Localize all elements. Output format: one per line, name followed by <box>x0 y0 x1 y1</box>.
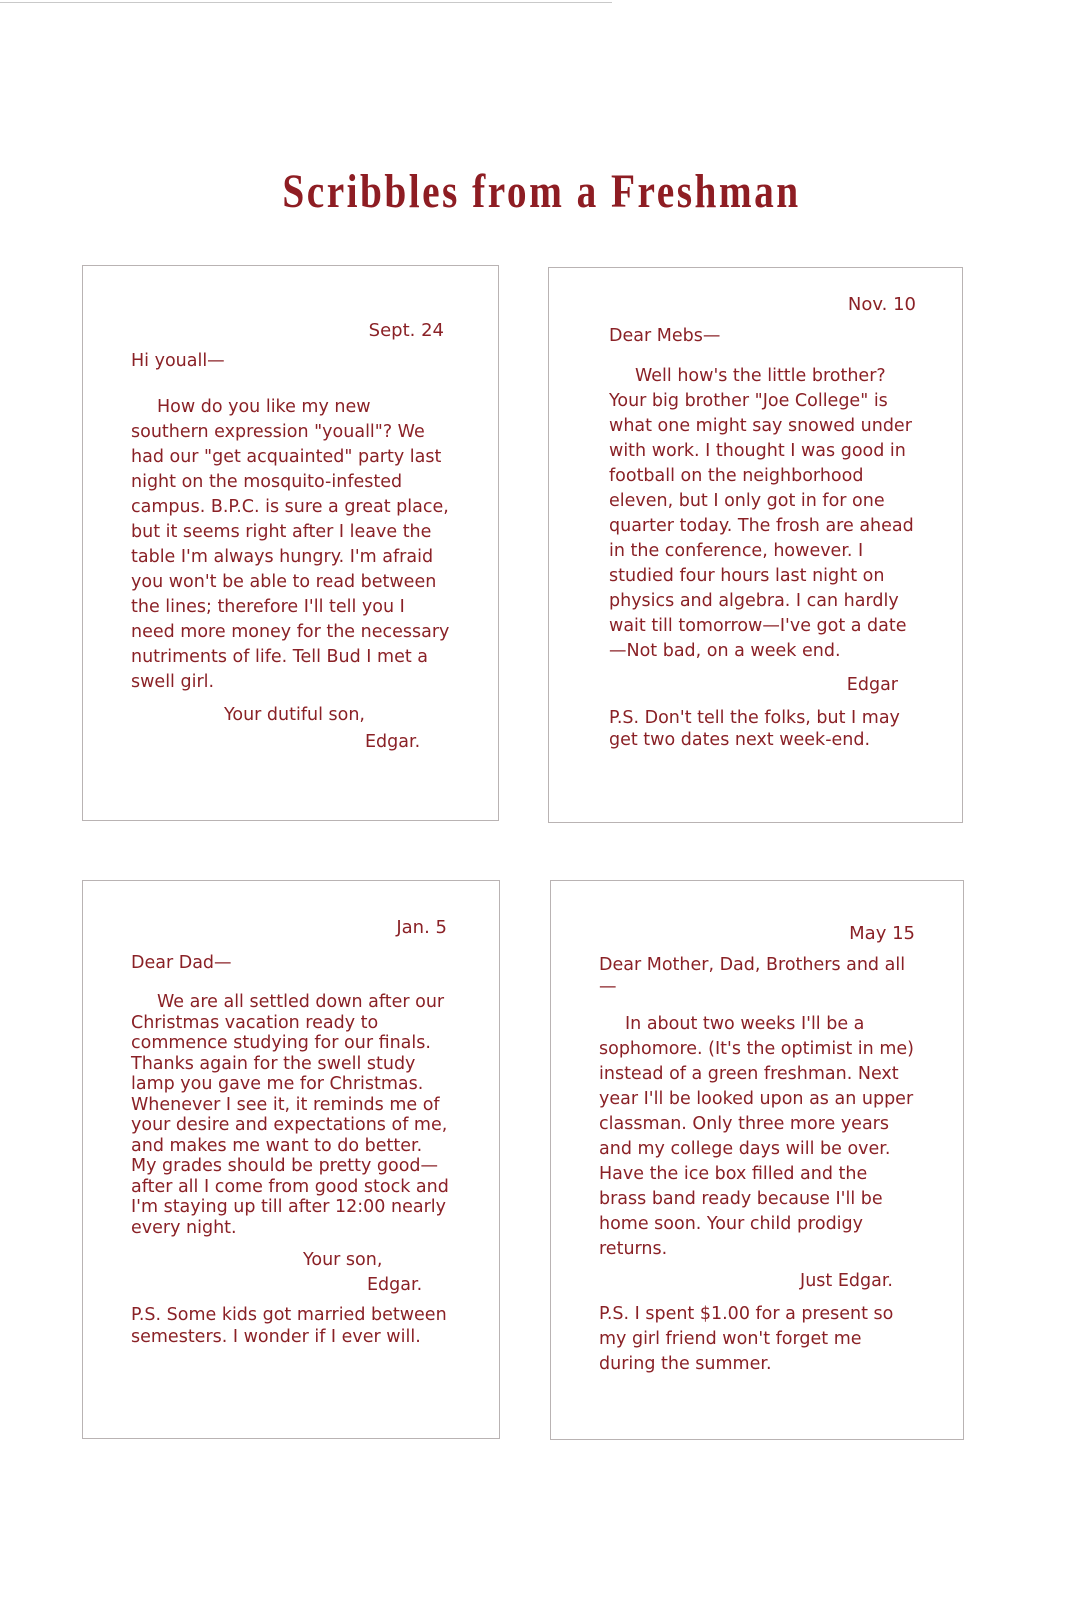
letter-body: We are all settled down after our Christmas vacation ready to commence studying for our finals. Thanks again for the swell study lamp you gave me for Christmas. Whenever I see it, it reminds me of your desire and expectations of me, and makes me want to do better. My grades should be pretty good—after all I come from good stock and I'm staying up till after 12:00 nearly every night. <box>131 992 449 1238</box>
letter-salutation: Hi youall— <box>131 351 225 371</box>
letter-postscript: P.S. I spent $1.00 for a present so my girl friend won't forget me during the summer. <box>599 1304 894 1374</box>
letter-postscript: P.S. Some kids got married between semesters. I wonder if I ever will. <box>131 1305 447 1347</box>
letter-may-15 <box>550 880 964 1440</box>
letter-closing: Your son, <box>303 1250 383 1270</box>
page-title: Scribbles from a Freshman <box>282 165 801 218</box>
letter-date: May 15 <box>849 923 915 944</box>
letter-body: Well how's the little brother? Your big brother "Joe College" is what one might say snowed under with work. I thought I was good in football on the neighborhood eleven, but I only got in for one quarter today. The frosh are ahead in the conference, however. I studied four hours last night on physics and algebra. I can hardly wait till tomorrow—I've got a date—Not bad, on a week end. <box>609 366 914 661</box>
letter-body: In about two weeks I'll be a sophomore. (It's the optimist in me) instead of a green freshman. Next year I'll be looked upon as an upper classman. Only three more years and my college days will be over. Have the ice box filled and the brass band ready because I'll be home soon. Your child prodigy returns. <box>599 1014 914 1259</box>
letter-sept-24 <box>82 265 499 821</box>
letter-date: Jan. 5 <box>396 917 447 938</box>
letter-closing: Your dutiful son, <box>224 705 365 725</box>
letter-body: How do you like my new southern expression "youall"? We had our "get acquainted" party last night on the mosquito-infested campus. B.P.C. is sure a great place, but it seems right after I leave the table I'm always hungry. I'm afraid you won't be able to read between the lines; therefore I'll tell you I need more money for the necessary nutriments of life. Tell Bud I met a swell girl. <box>131 397 450 692</box>
top-rule <box>0 2 612 3</box>
letter-signature: Edgar <box>846 675 898 695</box>
letter-date: Nov. 10 <box>847 294 916 315</box>
letter-salutation: Dear Mother, Dad, Brothers and all— <box>599 955 906 997</box>
letter-signature: Edgar. <box>367 1275 423 1295</box>
letter-jan-5 <box>82 880 500 1439</box>
letter-signature: Edgar. <box>365 732 421 752</box>
letter-nov-10 <box>548 267 963 823</box>
letter-salutation: Dear Dad— <box>131 953 232 973</box>
letter-postscript: P.S. Don't tell the folks, but I may get two dates next week-end. <box>609 708 900 750</box>
letter-date: Sept. 24 <box>368 320 444 341</box>
letter-signature: Just Edgar. <box>800 1271 893 1291</box>
letter-salutation: Dear Mebs— <box>609 326 721 346</box>
